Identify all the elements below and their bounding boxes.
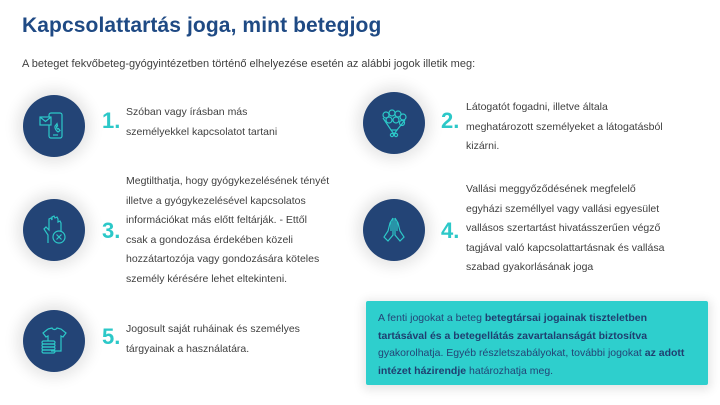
item-4-number: 4. <box>441 218 460 243</box>
note-bold-1: betegtársai jogainak tiszteletben tartásával és a betegellátás zavartalanságát biztosítva <box>378 312 648 342</box>
item-1-text: Szóban vagy írásban más személyekkel kapcsolatot tartani <box>126 106 278 138</box>
item-5-icon-circle <box>23 310 85 372</box>
praying-hands-icon <box>377 213 411 247</box>
page-subtitle: A beteget fekvőbeteg-gyógyintézetben történő elhelyezése esetén az alábbi jogok illetik meg: <box>22 58 476 70</box>
mail-phone-icon <box>37 109 71 143</box>
item-1-number: 1. <box>102 108 121 133</box>
note-bold-2: az adott intézet házirendje <box>378 347 685 377</box>
hand-stop-icon <box>37 213 71 247</box>
item-2-number: 2. <box>441 108 460 133</box>
item-4-text: Vallási meggyőződésének megfelelő egyházi személlyel vagy vallási egyesület vallásos szertartást hivatásszerűen végző tagjával való kapcsolattartásnak és vallása szabad gyakorlásának joga <box>466 183 665 273</box>
item-4-icon-circle <box>363 199 425 261</box>
item-3-text: Megtilthatja, hogy gyógykezelésének tényét illetve a gyógykezelésével kapcsolatos információkat más előtt feltárják. - Ettől csak a gondozása érdekében közeli hozzátartozója vagy gondozására köteles személy kérésére lehet eltekinteni. <box>126 175 330 285</box>
flower-bouquet-icon <box>377 106 411 140</box>
page-title: Kapcsolattartás joga, mint betegjog <box>22 14 382 37</box>
clothes-icon <box>37 324 71 358</box>
note-box: A fenti jogokat a beteg betegtársai jogainak tiszteletben tartásával és a betegellátás zavartalanságát biztosítva gyakorolhatja. Egyéb részletszabályokat, további jogokat az adott intézet házirendje határozhatja meg. <box>366 301 708 385</box>
item-2-icon-circle <box>363 92 425 154</box>
item-1-icon-circle <box>23 95 85 157</box>
item-5-text: Jogosult saját ruháinak és személyes tárgyainak a használatára. <box>126 323 300 355</box>
item-3-icon-circle <box>23 199 85 261</box>
item-3-number: 3. <box>102 218 121 243</box>
item-5-number: 5. <box>102 324 121 349</box>
item-2-text: Látogatót fogadni, illetve általa meghatározott személyeket a látogatásból kizárni. <box>466 101 663 152</box>
